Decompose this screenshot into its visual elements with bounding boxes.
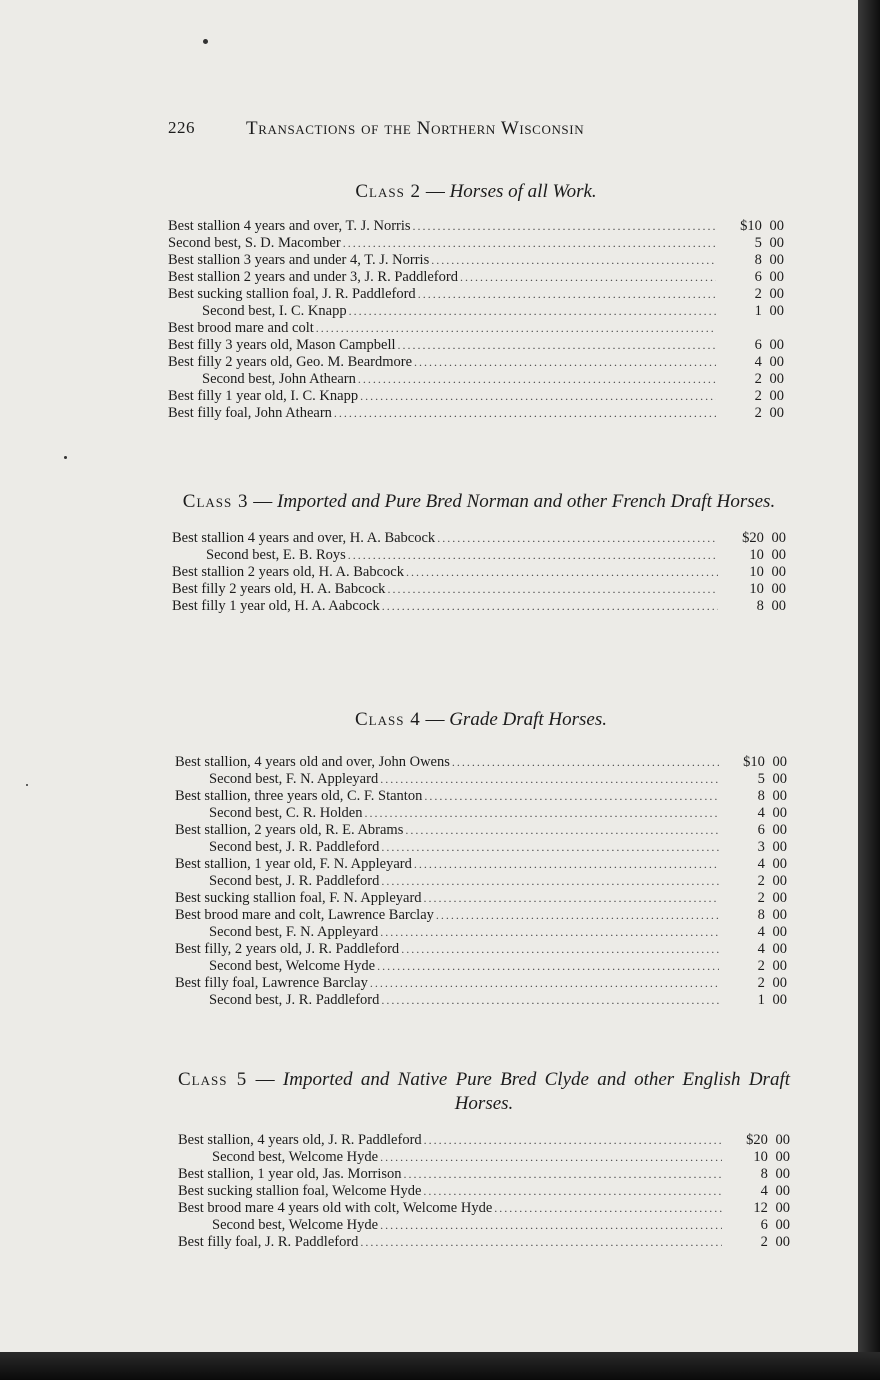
- prize-amount: 8 00: [757, 907, 787, 923]
- prize-entry: [172, 547, 786, 564]
- prize-amount: $10 00: [740, 218, 784, 234]
- prize-amount: 8 00: [754, 252, 784, 268]
- entry-label: Best stallion, 1 year old, Jas. Morrison: [178, 1166, 402, 1182]
- prize-amount: 10 00: [753, 1149, 790, 1165]
- entry-label: Best brood mare and colt, Lawrence Barclay: [175, 907, 434, 923]
- prize-entry: [175, 822, 787, 839]
- page-bottom-shadow: [0, 1352, 880, 1380]
- em-dash: —: [425, 709, 445, 730]
- dot-leader: [413, 218, 716, 235]
- prize-amount: 4 00: [757, 941, 787, 957]
- prize-entry: [168, 405, 784, 422]
- dot-leader: [381, 992, 719, 1009]
- class-label: Class 5: [178, 1069, 248, 1090]
- class-heading: [178, 1068, 790, 1116]
- class-heading: [168, 180, 784, 204]
- ink-speck: [203, 39, 208, 44]
- entry-label: Best brood mare and colt: [168, 320, 314, 336]
- prize-amount: 10 00: [749, 564, 786, 580]
- prize-entry: [172, 581, 786, 598]
- prize-amount: $20 00: [746, 1132, 790, 1148]
- entry-label: Best stallion, 4 years old, J. R. Paddleford: [178, 1132, 422, 1148]
- entry-label: Best stallion, three years old, C. F. Stanton: [175, 788, 423, 804]
- prize-entry: [178, 1200, 790, 1217]
- entry-label: Best sucking stallion foal, Welcome Hyde: [178, 1183, 422, 1199]
- prize-entry: [175, 941, 787, 958]
- prize-amount: 6 00: [754, 337, 784, 353]
- class-heading: [175, 708, 787, 732]
- prize-entry: [175, 958, 787, 975]
- prize-entry: [168, 303, 784, 320]
- prize-entry: [175, 754, 787, 771]
- dot-leader: [494, 1200, 722, 1217]
- prize-entry: [178, 1217, 790, 1234]
- dot-leader: [360, 388, 716, 405]
- entry-label: Second best, I. C. Knapp: [202, 303, 347, 319]
- entry-list: [168, 218, 784, 422]
- prize-entry: [178, 1183, 790, 1200]
- dot-leader: [380, 1217, 722, 1234]
- em-dash: —: [425, 181, 445, 202]
- running-title: Transactions of the Northern Wisconsin: [246, 118, 585, 139]
- dot-leader: [349, 303, 716, 320]
- entry-label: Second best, F. N. Appleyard: [209, 924, 379, 940]
- entry-label: Second best, J. R. Paddleford: [209, 873, 380, 889]
- dot-leader: [414, 856, 719, 873]
- prize-amount: 1 00: [757, 992, 787, 1008]
- prize-amount: 4 00: [757, 805, 787, 821]
- entry-label: Second best, F. N. Appleyard: [209, 771, 379, 787]
- entry-list: [172, 530, 786, 615]
- entry-label: Best sucking stallion foal, J. R. Paddleford: [168, 286, 416, 302]
- prize-entry: [175, 856, 787, 873]
- dot-leader: [452, 754, 719, 771]
- dot-leader: [358, 371, 716, 388]
- prize-entry: [172, 530, 786, 547]
- prize-entry: [178, 1234, 790, 1251]
- prize-amount: 5 00: [757, 771, 787, 787]
- dot-leader: [431, 252, 716, 269]
- class-title: Horses of all Work.: [449, 181, 597, 202]
- prize-amount: 4 00: [757, 856, 787, 872]
- prize-amount: $10 00: [743, 754, 787, 770]
- prize-entry: [172, 598, 786, 615]
- class-section: [178, 1068, 790, 1251]
- prize-entry: [178, 1149, 790, 1166]
- prize-amount: 10 00: [749, 581, 786, 597]
- dot-leader: [380, 771, 719, 788]
- prize-amount: 4 00: [757, 924, 787, 940]
- dot-leader: [377, 958, 719, 975]
- prize-entry: [168, 235, 784, 252]
- prize-amount: 8 00: [760, 1166, 790, 1182]
- prize-entry: [172, 564, 786, 581]
- dot-leader: [316, 320, 716, 337]
- prize-entry: [168, 388, 784, 405]
- dot-leader: [460, 269, 716, 286]
- entry-label: Best filly foal, Lawrence Barclay: [175, 975, 368, 991]
- dot-leader: [387, 581, 718, 598]
- prize-entry: [168, 252, 784, 269]
- dot-leader: [370, 975, 719, 992]
- prize-amount: 2 00: [754, 388, 784, 404]
- prize-amount: 6 00: [760, 1217, 790, 1233]
- entry-label: Second best, J. R. Paddleford: [209, 992, 380, 1008]
- entry-label: Best sucking stallion foal, F. N. Appleyard: [175, 890, 422, 906]
- prize-amount: 2 00: [757, 890, 787, 906]
- entry-list: [178, 1132, 790, 1251]
- prize-amount: 2 00: [757, 958, 787, 974]
- prize-amount: 3 00: [757, 839, 787, 855]
- prize-amount: 2 00: [757, 975, 787, 991]
- prize-amount: 10 00: [749, 547, 786, 563]
- dot-leader: [380, 1149, 722, 1166]
- dot-leader: [424, 1132, 722, 1149]
- prize-entry: [178, 1166, 790, 1183]
- prize-amount: 4 00: [754, 354, 784, 370]
- dot-leader: [404, 1166, 722, 1183]
- dot-leader: [398, 337, 716, 354]
- dot-leader: [436, 907, 719, 924]
- prize-amount: 4 00: [760, 1183, 790, 1199]
- class-label: Class 4: [354, 709, 421, 730]
- prize-entry: [175, 975, 787, 992]
- entry-label: Best stallion 2 years and under 3, J. R. Paddleford: [168, 269, 458, 285]
- class-section: [168, 180, 784, 422]
- entry-label: Best stallion 4 years and over, H. A. Babcock: [172, 530, 436, 546]
- dot-leader: [360, 1234, 722, 1251]
- dot-leader: [401, 941, 719, 958]
- prize-entry: [168, 269, 784, 286]
- em-dash: —: [253, 491, 273, 512]
- dot-leader: [382, 598, 718, 615]
- dot-leader: [424, 890, 719, 907]
- prize-amount: 1 00: [754, 303, 784, 319]
- prize-entry: [178, 1132, 790, 1149]
- class-title: Grade Draft Horses.: [449, 709, 608, 730]
- entry-label: Best filly 1 year old, I. C. Knapp: [168, 388, 359, 404]
- entry-label: Best filly foal, John Athearn: [168, 405, 332, 421]
- entry-label: Second best, Welcome Hyde: [212, 1217, 379, 1233]
- prize-amount: 8 00: [756, 598, 786, 614]
- prize-amount: 5 00: [754, 235, 784, 251]
- prize-entry: [175, 839, 787, 856]
- class-title: Imported and Pure Bred Norman and other French Draft Horses.: [277, 491, 776, 512]
- prize-entry: [175, 788, 787, 805]
- entry-label: Second best, S. D. Macomber: [168, 235, 341, 251]
- prize-amount: 6 00: [757, 822, 787, 838]
- entry-label: Second best, Welcome Hyde: [209, 958, 376, 974]
- prize-entry: [168, 320, 784, 337]
- prize-entry: [168, 218, 784, 235]
- prize-entry: [175, 890, 787, 907]
- entry-label: Best filly, 2 years old, J. R. Paddleford: [175, 941, 400, 957]
- prize-entry: [175, 873, 787, 890]
- prize-amount: $20 00: [742, 530, 786, 546]
- class-heading: [172, 490, 786, 514]
- dot-leader: [343, 235, 716, 252]
- entry-label: Best stallion, 4 years old and over, John Owens: [175, 754, 450, 770]
- entry-label: Best filly 2 years old, Geo. M. Beardmore: [168, 354, 413, 370]
- prize-amount: 2 00: [760, 1234, 790, 1250]
- dot-leader: [381, 839, 719, 856]
- prize-entry: [168, 337, 784, 354]
- dot-leader: [437, 530, 718, 547]
- prize-amount: 8 00: [757, 788, 787, 804]
- entry-label: Best filly 2 years old, H. A. Babcock: [172, 581, 386, 597]
- entry-label: Best filly 3 years old, Mason Campbell: [168, 337, 396, 353]
- class-label: Class 2: [355, 181, 422, 202]
- em-dash: —: [255, 1069, 275, 1090]
- entry-list: [175, 754, 787, 1009]
- ink-speck: [64, 456, 67, 459]
- entry-label: Best stallion, 1 year old, F. N. Appleyard: [175, 856, 412, 872]
- prize-amount: 2 00: [754, 371, 784, 387]
- class-title: Imported and Native Pure Bred Clyde and other English Draft Horses.: [282, 1069, 791, 1114]
- entry-label: Best stallion, 2 years old, R. E. Abrams: [175, 822, 404, 838]
- dot-leader: [406, 564, 718, 581]
- dot-leader: [364, 805, 719, 822]
- entry-label: Best stallion 2 years old, H. A. Babcock: [172, 564, 404, 580]
- dot-leader: [418, 286, 716, 303]
- entry-label: Second best, E. B. Roys: [206, 547, 346, 563]
- page-number: 226: [168, 118, 195, 137]
- prize-amount: 12 00: [753, 1200, 790, 1216]
- class-section: [172, 490, 786, 615]
- dot-leader: [380, 924, 719, 941]
- prize-entry: [175, 907, 787, 924]
- prize-entry: [175, 805, 787, 822]
- dot-leader: [348, 547, 718, 564]
- entry-label: Second best, John Athearn: [202, 371, 356, 387]
- dot-leader: [423, 1183, 722, 1200]
- entry-label: Second best, C. R. Holden: [209, 805, 363, 821]
- entry-label: Second best, J. R. Paddleford: [209, 839, 380, 855]
- dot-leader: [381, 873, 719, 890]
- entry-label: Best filly 1 year old, H. A. Aabcock: [172, 598, 380, 614]
- entry-label: Best brood mare 4 years old with colt, Welcome Hyde: [178, 1200, 493, 1216]
- prize-amount: 2 00: [754, 286, 784, 302]
- entry-label: Best filly foal, J. R. Paddleford: [178, 1234, 359, 1250]
- dot-leader: [334, 405, 716, 422]
- prize-amount: 2 00: [757, 873, 787, 889]
- ink-speck: [26, 784, 28, 786]
- entry-label: Second best, Welcome Hyde: [212, 1149, 379, 1165]
- prize-entry: [168, 286, 784, 303]
- class-section: [175, 708, 787, 1009]
- dot-leader: [414, 354, 716, 371]
- prize-entry: [175, 924, 787, 941]
- dot-leader: [424, 788, 719, 805]
- prize-entry: [175, 771, 787, 788]
- prize-amount: 6 00: [754, 269, 784, 285]
- entry-label: Best stallion 3 years and under 4, T. J. Norris: [168, 252, 430, 268]
- prize-entry: [168, 354, 784, 371]
- class-label: Class 3: [182, 491, 249, 512]
- dot-leader: [405, 822, 719, 839]
- entry-label: Best stallion 4 years and over, T. J. Norris: [168, 218, 411, 234]
- prize-amount: 2 00: [754, 405, 784, 421]
- prize-entry: [168, 371, 784, 388]
- page-edge-shadow: [858, 0, 880, 1380]
- prize-entry: [175, 992, 787, 1009]
